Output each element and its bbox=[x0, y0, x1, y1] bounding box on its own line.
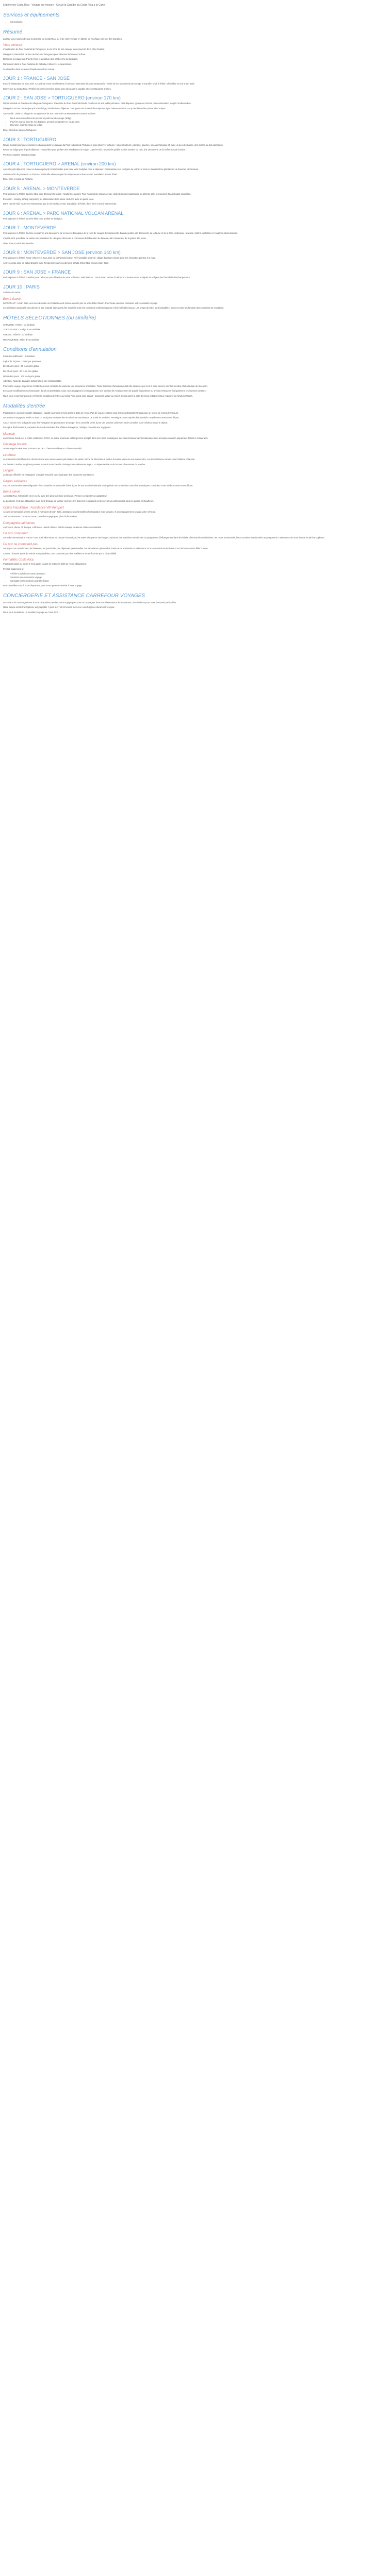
bullet-list bbox=[3, 117, 388, 127]
paragraph: Petit-déjeuner à l'hôtel. Journée libre pour découvrir la région : randonnée dans le Parc National du Volcan Arenal, visite des ponts suspendus, ou détente dans les sources d'eau chaude naturelles. bbox=[3, 193, 191, 196]
paragraph: Petit-déjeuner à l'hôtel. Transfert pour l'aéroport pour l'horaire de votre vol retour. IMPORTANT : Vous devez arriver à l'aéroport 3 heures avant le départ du vol pour les formalités d'embarquement. bbox=[3, 276, 190, 279]
paragraph: Nous vous souhaitons un excellent voyage au Costa Rica ! bbox=[3, 611, 60, 614]
paragraph: Un service de conciergerie est à votre disposition pendant votre voyage pour vous accompagner dans vos réservations de restaurants, d'activités ou pour toute demande particulière. bbox=[3, 601, 177, 604]
paragraph: Le décalage horaire avec la France est de - 7 heures en hiver et - 8 heures en été. bbox=[3, 447, 82, 450]
list-item: • Souscrire une assurance voyage bbox=[10, 576, 388, 580]
document-body bbox=[3, 12, 388, 615]
day-heading: JOUR 1 : FRANCE - SAN JOSE bbox=[3, 76, 70, 81]
paragraph: Pour plus d'informations, consultez le site du ministère des Affaires étrangères, rubrique Conseils aux voyageurs. bbox=[3, 426, 111, 429]
paragraph: SAN JOSE : Hôtel 4* ou similaire bbox=[3, 323, 35, 326]
list-item: • Pour les tours à bord de nos bateaux, pensez à emporter un coupe-vent. bbox=[10, 121, 388, 124]
paragraph: Moins de 8 jours : 100 % du prix global bbox=[3, 375, 41, 378]
section-heading: Vous aimerez : bbox=[3, 44, 24, 47]
paragraph: L'après-midi, possibilité de visiter une plantation de café pour découvrir le processus de fabrication du fameux café costaricien, de la graine à la tasse. bbox=[3, 237, 147, 240]
paragraph: Les mineurs voyageant seuls ou avec un seul parent doivent être munis d'une autorisation de sortie du territoire. Renseignez-vous auprès des autorités compétentes avant votre départ. bbox=[3, 416, 180, 419]
paragraph: Les vols internationaux France / San José aller-retour en classe économique, les taxes aéroport et surcharges carburant, les transferts mentionnés au programme, l'hébergement dans les hôtels sélectionnés ou similaires, les repas mentionnés, les excursions mentionnées au programme, l'assistance de notre équipe locale francophone. bbox=[3, 536, 325, 539]
day-heading: JOUR 6 : ARENAL > PARC NATIONAL VOLCAN ARENAL bbox=[3, 210, 124, 216]
paragraph: Sur la côte Caraïbe, les pluies peuvent survenir toute l'année. Prévoyez des vêtements légers, un imperméable et de bonnes chaussures de marche. bbox=[3, 463, 146, 466]
section-heading: Ce prix ne comprend pas bbox=[3, 543, 38, 546]
paragraph: Envol à destination de San José. Accueil par notre représentant à l'aéroport international Juan Santamaría, remise de vos documents de voyage et transfert privé à l'hôtel. Dîner libre et nuit à San José. bbox=[3, 82, 195, 86]
paragraph: Retour au lodge pour le petit-déjeuner. Temps libre pour profiter des installations du lodge. L'après-midi, randonnée guidée sur les sentiers du parc à la découverte de la forêt tropicale humide. bbox=[3, 148, 186, 151]
paragraph: MONTEVERDE : Hôtel 3* ou similaire bbox=[3, 338, 40, 341]
paragraph: Au Costa Rica, l'électricité est en 110V avec des prises de type américain. Pensez à emporter un adaptateur. bbox=[3, 495, 107, 498]
paragraph: En option : canopy, rafting, canyoning ou observation de la faune nocturne avec un guide local. bbox=[3, 197, 94, 200]
section-heading: Compagnies aériennes bbox=[3, 521, 35, 525]
paragraph: Notre équipe locale francophone est joignable 7 jours sur 7 et 24 heures sur 24 en cas d'urgence durant votre séjour. bbox=[3, 606, 115, 609]
paragraph: Nous vous recommandons de vérifier les conditions d'entrée au Costa Rica avant votre départ : passeport valide au moins 6 mois après la date de retour, billet de retour et preuve de fonds suffisants. bbox=[3, 394, 193, 397]
paragraph: Nos conseillers sont à votre disposition pour toute question relative à votre voyage. bbox=[3, 584, 83, 587]
paragraph: Petit-déjeuner à l'hôtel. Journée consacrée à la découverte de la réserve biologique de la forêt de nuages de Monteverde. Balade guidée à la découverte de la faune et de la flore endémique : quetzal, colibris, orchidées et fougères arborescentes. bbox=[3, 232, 238, 235]
paragraph: Pension complète et nuit au lodge. bbox=[3, 153, 37, 156]
paragraph: Attention, l'ajout de bagages optionnel est non remboursable. bbox=[3, 380, 62, 383]
paragraph: La monnaie locale est le colón costaricien (CRC). Le dollar américain est largement accepté dans les zones touristiques. Les cartes bancaires internationales sont acceptées dans la plupart des hôtels et restaurants. bbox=[3, 436, 208, 439]
paragraph: Arrivée en fin de journée à La Fortuna, petite ville située au pied du majestueux volcan Arenal. Installation à votre hôtel. bbox=[3, 173, 118, 176]
paragraph: Frais de modification / annulation : bbox=[3, 355, 36, 358]
day-heading: JOUR 4 : TORTUGUERO > ARENAL (environ 200 km) bbox=[3, 161, 116, 167]
section-heading: Modalités d'entrée bbox=[3, 403, 45, 409]
paragraph: Départ matinal en direction du village de Tortuguero. Traversée du Parc National Braulio Carrillo et de ses forêts primaires. Petit-déjeuner typique en chemin puis continuation jusqu'à l'embarcadère. bbox=[3, 102, 191, 105]
section-heading: Monnaie bbox=[3, 432, 15, 436]
section-heading: Bon à savoir bbox=[3, 490, 21, 494]
bullet-list bbox=[3, 21, 388, 24]
breadcrumb bbox=[3, 3, 388, 7]
list-item: • Déjeuner et dîner inclus au lodge. bbox=[10, 124, 388, 127]
list-item: • Vérifier la validité de votre passeport bbox=[10, 572, 388, 576]
paragraph: Air France, Iberia, Air Europa, Lufthansa, United Airlines, British Airways, American Airlines ou similaire. bbox=[3, 526, 102, 529]
paragraph: A noter : d'autres types de voiture sont possibles, nous consulter pour les modèles et les tarifs ainsi que la disponibilité. bbox=[3, 552, 117, 555]
paragraph: Réveil matinal pour une excursion en bateau dans les canaux du Parc National de Tortuguero pour observer la faune : singes hurleurs, caïmans, iguanes, oiseaux tropicaux et, avec un peu de chance, des loutres ou des paresseux. bbox=[3, 143, 223, 146]
day-heading: JOUR 8 : MONTEVERDE > SAN JOSE (environ 140 km) bbox=[3, 250, 121, 256]
paragraph: IMPORTANT : à San José, une taxe de sortie du Costa Rica est incluse dans le prix de votre billet d'avion. Pour toute question, contactez votre conseiller voyage. bbox=[3, 301, 158, 304]
paragraph: Passeport valide au moins 6 mois après la date de retour et billet de retour obligatoires. bbox=[3, 563, 87, 566]
section-heading: Langue bbox=[3, 469, 14, 473]
day-heading: JOUR 9 : SAN JOSE > FRANCE bbox=[3, 269, 71, 275]
list-item: • Conciergerie bbox=[10, 21, 388, 24]
paragraph: Les repas non mentionnés, les boissons, les pourboires, les dépenses personnelles, les excursions optionnelles, l'assurance annulation et assistance, la taxe de sortie du territoire si non incluse dans le billet d'avion. bbox=[3, 547, 208, 550]
paragraph: Passeport en cours de validité obligatoire, valable au moins 6 mois après la date de retour. Pas de visa nécessaire pour les ressortissants français pour un séjour de moins de 90 jours. bbox=[3, 411, 179, 414]
paragraph: Arrivée à San José en début d'après-midi. Temps libre pour vos derniers achats. Dîner libre et nuit à San José. bbox=[3, 261, 109, 264]
section-heading: Conditions d'annulation bbox=[3, 347, 57, 353]
paragraph: De 20 à 8 jours : 60 % du prix global bbox=[3, 369, 38, 372]
page bbox=[0, 0, 391, 621]
paragraph: En cas de modification ou d'annulation du fait du prestataire, nous nous engageons à vous proposer une solution de remplacement de qualité équivalente ou à vous rembourser intégralement les sommes versées. bbox=[3, 389, 206, 393]
section-heading: Services et équipements bbox=[3, 12, 60, 18]
paragraph: Dîner et nuit au lodge à Tortuguero. bbox=[3, 128, 37, 131]
section-heading: CONCIERGERIE ET ASSISTANCE CARREFOUR VOYAGES bbox=[3, 592, 145, 599]
paragraph: À plus de 30 jours : 150 € par personne bbox=[3, 360, 41, 363]
list-item: • Nous vous conseillons de prévoir un petit sac de voyage (10kg). bbox=[10, 117, 388, 121]
section-heading: HÔTELS SÉLECTIONNÉS (ou similaire) bbox=[3, 315, 96, 321]
paragraph: Naviguer à travers les canaux du Parc de Tortuguero pour observer la faune et la flore. bbox=[3, 53, 86, 56]
paragraph: Les itinéraires proposés sont donnés à titre indicatif et peuvent être modifiés selon les conditions météorologiques et les impératifs locaux. Les temps de trajet sont indicatifs et peuvent varier en fonction des conditions de circulation. bbox=[3, 307, 224, 310]
paragraph: Pour votre voyage, Expérience Costa Rica vous conseille de souscrire une assurance annulation. Toute demande d'annulation doit être adressée par écrit à notre service client et prendra effet à la date de réception. bbox=[3, 384, 208, 387]
paragraph: Aucun vaccin n'est obligatoire pour les voyageurs en provenance d'Europe. Il est conseillé d'être à jour des vaccins universels et de consulter votre médecin avant le départ. bbox=[3, 421, 168, 424]
day-heading: JOUR 7 : MONTEVERDE bbox=[3, 225, 57, 231]
section-heading: Décalage horaire bbox=[3, 443, 27, 447]
section-heading: Ce prix comprend bbox=[3, 532, 28, 536]
paragraph: Accueil personnalisé à votre arrivée à l'aéroport de San José, assistance aux formalités d'immigration et de douane, et accompagnement jusqu'à votre véhicule. bbox=[3, 510, 156, 513]
paragraph: Découvrir les plages de Puerto Viejo et la culture afro-caribéenne de la région. bbox=[3, 58, 78, 61]
paragraph: Navigation sur les canaux jusqu'à votre lodge, installation et déjeuner. Tortuguero est accessible uniquement par bateau ou avion, ce qui en fait un lieu préservé et unique. bbox=[3, 107, 166, 110]
bullet-list bbox=[3, 572, 388, 583]
section-heading: Bon à Savoir : bbox=[3, 297, 23, 301]
paragraph: L'exploration du Parc National de Tortuguero, la vie riche de ses canaux, la découverte de la côte Caraïbe. bbox=[3, 48, 105, 51]
paragraph: Bienvenue au Costa Rica ! Profitez de votre première soirée pour découvrir la capitale et ses restaurants animés. bbox=[3, 87, 111, 90]
section-heading: Résumé bbox=[3, 29, 23, 35]
paragraph: Petit-déjeuner à l'hôtel. Journée libre pour profiter de la région. bbox=[3, 217, 63, 220]
paragraph: Dîner libre et nuit à La Fortuna. bbox=[3, 178, 33, 181]
paragraph: Se détendre dans les eaux chaudes du volcan Arenal. bbox=[3, 67, 55, 71]
paragraph: La langue officielle est l'espagnol. L'anglais est parlé dans la plupart des structures touristiques. bbox=[3, 473, 95, 477]
paragraph: Randonner dans le Parc National de Cahuita et observer les paresseux. bbox=[3, 62, 72, 65]
paragraph: Laissez-vous surprendre par la diversité du Costa Rica, au fil de votre voyage en liberté, du Pacifique à la mer des Caraïbes. bbox=[3, 37, 123, 40]
paragraph: Dîner libre et nuit à Monteverde. bbox=[3, 242, 34, 245]
paragraph: Tarif sur demande, contactez votre conseiller voyage pour plus d'informations. bbox=[3, 515, 78, 518]
breadcrumb-text[interactable]: Expérience Costa Rica - Voyage sur mesure - Circuit la Caraïbe du Costa Rica à la Carte bbox=[3, 4, 105, 7]
paragraph: Arrivée en France. bbox=[3, 291, 21, 294]
paragraph: Dans l'après-midi, route vers Monteverde par la rive du lac Arenal. Installation à l'hôtel, dîner libre et nuit à Monteverde. bbox=[3, 202, 117, 206]
paragraph: Le Costa Rica bénéficie d'un climat tropical avec deux saisons principales : la saison sèche de décembre à avril et la saison verte de mai à novembre. Les températures varient selon l'altitude et la côte. bbox=[3, 458, 196, 461]
section-heading: Formalités Costa Rica bbox=[3, 558, 34, 562]
paragraph: Petit-déjeuner à l'hôtel. Route retour vers San José via la Panaméricaine. Arrêt possible à Sarchí, village d'artisans réputé pour ses charrettes peintes à la main. bbox=[3, 257, 156, 260]
paragraph: ARENAL : Hôtel 4* ou similaire bbox=[3, 333, 33, 336]
section-heading: Règles sanitaires bbox=[3, 480, 27, 483]
paragraph: Après le petit-déjeuner, retour en bateau jusqu'à l'embarcadère puis route vers Guápiles pour le déjeuner. Continuation vers la région du volcan Arenal en traversant les plantations de bananes et d'ananas. bbox=[3, 168, 199, 171]
paragraph: Après-midi : visite du village de Tortuguero et de son centre de conservation des tortues marines. bbox=[3, 112, 96, 115]
day-heading: JOUR 2 : SAN JOSE > TORTUGUERO (environ 170 km) bbox=[3, 95, 121, 101]
day-heading: JOUR 10 : PARIS bbox=[3, 284, 40, 290]
day-heading: JOUR 3 : TORTUGUERO bbox=[3, 137, 57, 142]
paragraph: Aucune vaccination n'est obligatoire. Il est toutefois recommandé d'être à jour de vos vaccins habituels et de prévoir une protection contre les moustiques. Consultez votre médecin avant votre départ. bbox=[3, 484, 193, 487]
paragraph: TORTUGUERO : Lodge 3* ou similaire bbox=[3, 328, 41, 331]
section-heading: Option Facultative : Assistance VIP Aéroport bbox=[3, 506, 64, 510]
section-heading: Le climat bbox=[3, 454, 16, 457]
day-heading: JOUR 5 : ARENAL > MONTEVERDE bbox=[3, 186, 80, 192]
list-item: • Consulter votre médecin avant le départ bbox=[10, 580, 388, 583]
paragraph: Le pourboire n'est pas obligatoire mais il est d'usage de laisser environ 10 % dans les restaurants et de prévoir un petit montant pour les guides et chauffeurs. bbox=[3, 500, 154, 503]
paragraph: Pensez également à : bbox=[3, 567, 24, 570]
paragraph: De 30 à 21 jours : 30 % du prix global bbox=[3, 365, 39, 368]
